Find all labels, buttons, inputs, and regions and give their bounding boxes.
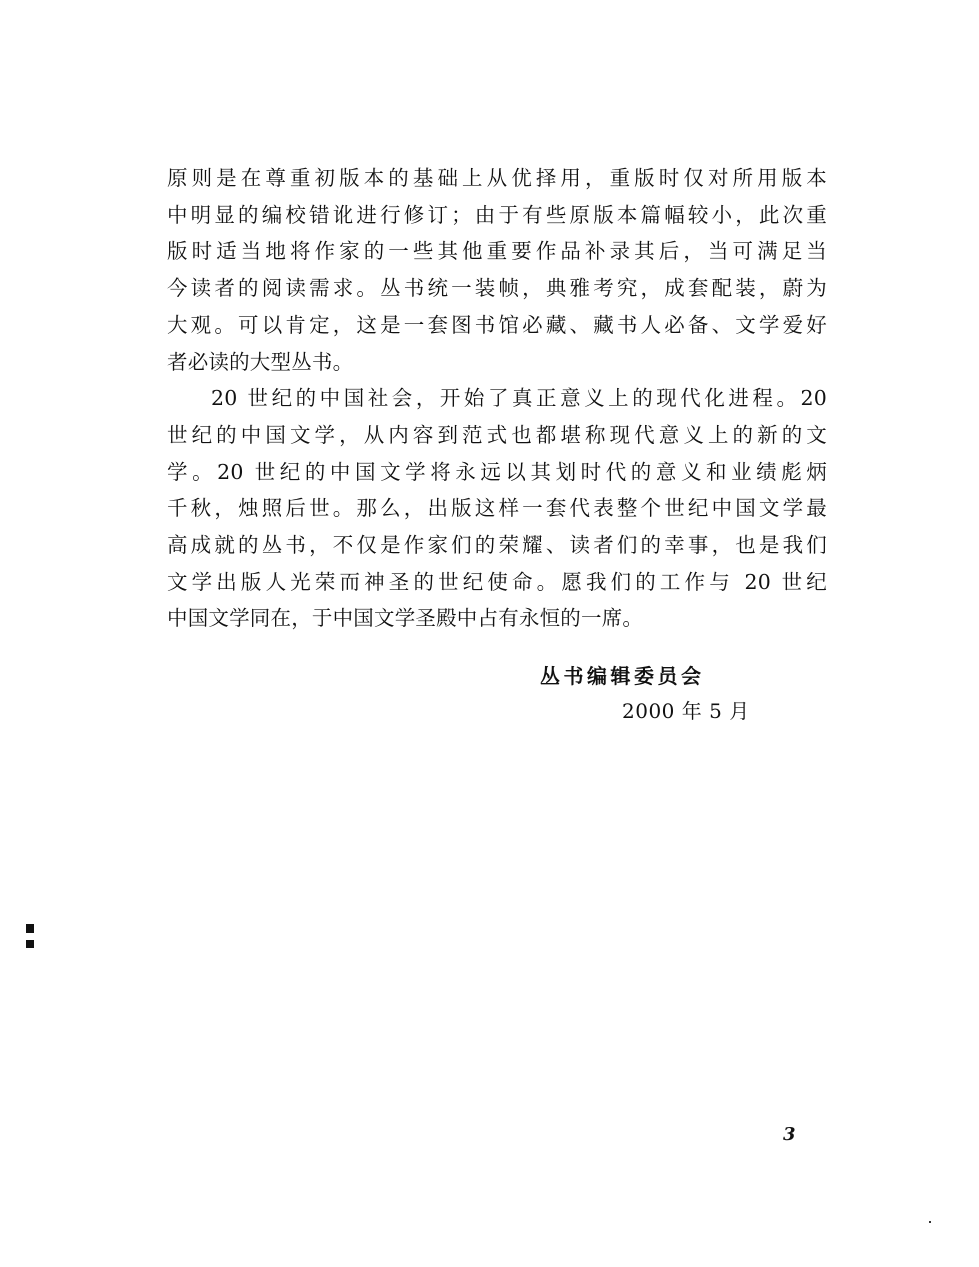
- page-number: 3: [783, 1124, 796, 1145]
- paragraph-line: 高成就的丛书，不仅是作家们的荣耀、读者们的幸事，也是我们: [167, 533, 827, 558]
- scan-edge-mark: [26, 940, 34, 948]
- signature-author: 丛书编辑委员会: [540, 664, 705, 688]
- paragraph-line: 千秋，烛照后世。那么，出版这样一套代表整个世纪中国文学最: [167, 496, 827, 521]
- paragraph-line: 大观。可以肯定，这是一套图书馆必藏、藏书人必备、文学爱好: [167, 312, 827, 337]
- paragraph-1: [167, 160, 827, 380]
- paragraph-2: [167, 380, 827, 637]
- paragraph-line: 中明显的编校错讹进行修订；由于有些原版本篇幅较小，此次重: [167, 202, 827, 227]
- paragraph-line: 者必读的大型丛书。: [167, 349, 354, 374]
- paragraph-line: 20 世纪的中国社会，开始了真正意义上的现代化进程。20: [211, 386, 827, 411]
- paragraph-line: 世纪的中国文学，从内容到范式也都堪称现代意义上的新的文: [167, 422, 827, 447]
- paragraph-line: 版时适当地将作家的一些其他重要作品补录其后，当可满足当: [167, 239, 827, 264]
- body-text: [167, 160, 827, 637]
- signature-date: 2000 年 5 月: [622, 699, 750, 723]
- scan-speck: [929, 1221, 931, 1223]
- paragraph-line: 学。20 世纪的中国文学将永远以其划时代的意义和业绩彪炳: [167, 459, 827, 484]
- paragraph-line: 文学出版人光荣而神圣的世纪使命。愿我们的工作与 20 世纪: [167, 569, 827, 594]
- paragraph-line: 今读者的阅读需求。丛书统一装帧，典雅考究，成套配装，蔚为: [167, 276, 827, 301]
- scan-edge-mark: [26, 924, 34, 933]
- paragraph-line: 中国文学同在，于中国文学圣殿中占有永恒的一席。: [167, 606, 644, 631]
- paragraph-line: 原则是在尊重初版本的基础上从优择用，重版时仅对所用版本: [167, 166, 827, 190]
